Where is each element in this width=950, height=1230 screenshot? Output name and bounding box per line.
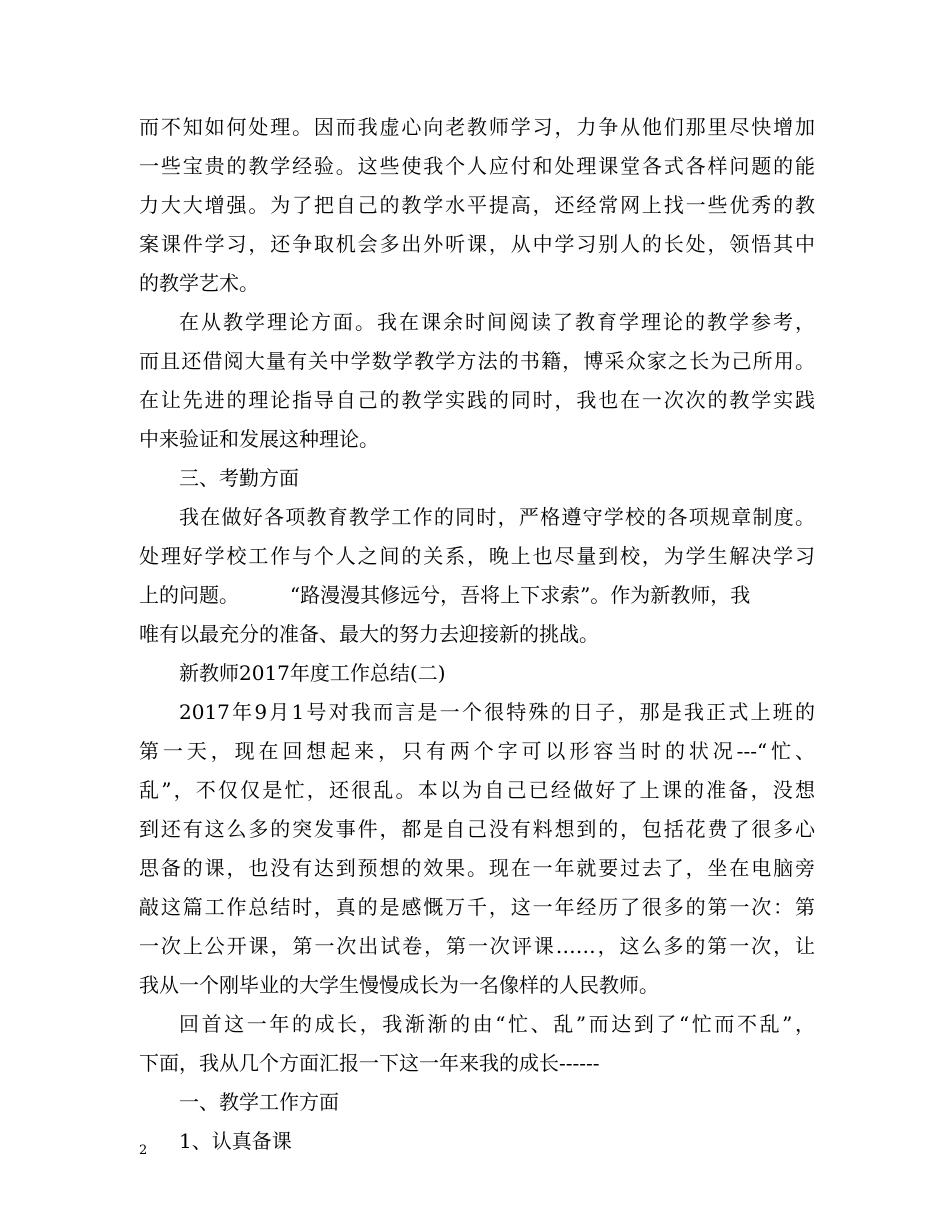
- text-line: 在让先进的理论指导自己的教学实践的同时，我也在一次次的教学实践: [139, 388, 815, 412]
- text-line: 到还有这么多的突发事件，都是自己没有料想到的，包括花费了很多心: [139, 817, 815, 841]
- document-subtitle: 新教师2017年度工作总结(二): [179, 661, 446, 685]
- text-line: 处理好学校工作与个人之间的关系，晚上也尽量到校，为学生解决学习: [139, 544, 815, 568]
- text-line: 而不知如何处理。因而我虚心向老教师学习，力争从他们那里尽快增加: [139, 115, 815, 139]
- subsection-heading: 1、认真备课: [179, 1129, 292, 1153]
- section-heading: 一、教学工作方面: [179, 1090, 339, 1114]
- text-line: 一些宝贵的教学经验。这些使我个人应付和处理课堂各式各样问题的能: [139, 154, 815, 178]
- text-line: 一次上公开课，第一次出试卷，第一次评课……，这么多的第一次，让: [139, 934, 815, 958]
- page-number: 2: [139, 1143, 148, 1158]
- paragraph-start-line: 我在做好各项教育教学工作的同时，严格遵守学校的各项规章制度。: [179, 505, 815, 529]
- paragraph-start-line: 在从教学理论方面。我在课余时间阅读了教育学理论的教学参考，: [179, 310, 815, 334]
- text-line: 下面，我从几个方面汇报一下这一年来我的成长------: [139, 1051, 600, 1075]
- text-line: 力大大增强。为了把自己的教学水平提高，还经常网上找一些优秀的教: [139, 193, 815, 217]
- text-line: 而且还借阅大量有关中学数学教学方法的书籍，博采众家之长为己所用。: [139, 349, 815, 373]
- text-line: 中来验证和发展这种理论。: [139, 427, 379, 451]
- text-line: 的教学艺术。: [139, 271, 259, 295]
- paragraph-start-line: 2017年9月1号对我而言是一个很特殊的日子，那是我正式上班的: [179, 700, 815, 724]
- text-line: 上的问题。 “路漫漫其修远兮，吾将上下求索”。作为新教师，我: [139, 583, 751, 607]
- paragraph-start-line: 回首这一年的成长，我渐渐的由“忙、乱”而达到了“忙而不乱”，: [179, 1012, 815, 1036]
- text-line: 敲这篇工作总结时，真的是感慨万千，这一年经历了很多的第一次：第: [139, 895, 815, 919]
- text-line: 乱”，不仅仅是忙，还很乱。本以为自己已经做好了上课的准备，没想: [139, 778, 815, 802]
- text-line: 第一天，现在回想起来，只有两个字可以形容当时的状况---“忙、: [139, 739, 815, 763]
- section-heading: 三、考勤方面: [179, 466, 299, 490]
- document-body: [139, 108, 815, 1161]
- text-line: 唯有以最充分的准备、最大的努力去迎接新的挑战。: [139, 622, 599, 646]
- text-line: 我从一个刚毕业的大学生慢慢成长为一名像样的人民教师。: [139, 973, 659, 997]
- text-line: 思备的课，也没有达到预想的效果。现在一年就要过去了，坐在电脑旁: [139, 856, 815, 880]
- text-line: 案课件学习，还争取机会多出外听课，从中学习别人的长处，领悟其中: [139, 232, 815, 256]
